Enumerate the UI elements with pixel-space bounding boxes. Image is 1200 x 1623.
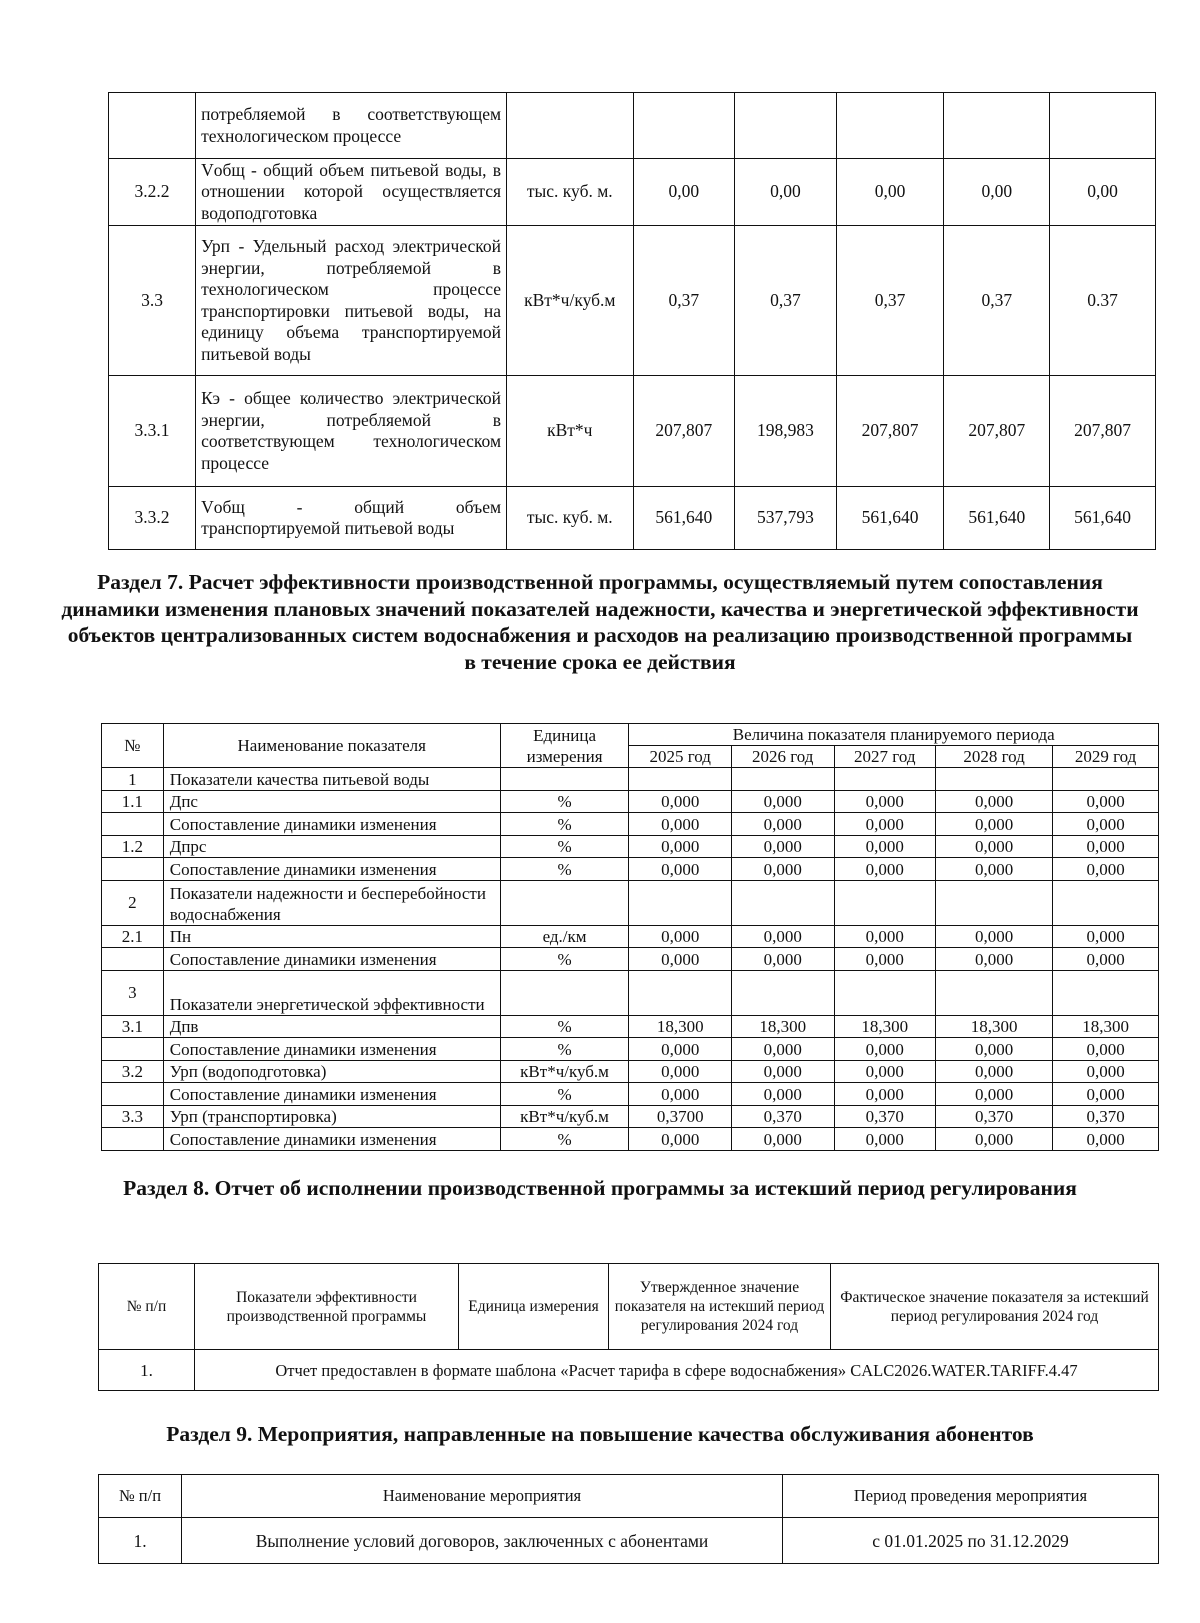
row-num: 3.2 <box>102 1060 164 1083</box>
value-cell <box>936 970 1053 1015</box>
indicator-name: Дпв <box>163 1015 500 1038</box>
value-cell: 0,370 <box>834 1105 936 1128</box>
value-cell: 18,300 <box>1053 1015 1159 1038</box>
row-num: 3.3 <box>109 226 196 376</box>
value-cell <box>936 768 1053 791</box>
year-header: 2027 год <box>834 746 936 768</box>
row-num: 2.1 <box>102 925 164 948</box>
table-row <box>109 487 1156 550</box>
row-num: 3 <box>102 970 164 1015</box>
section-8-table <box>98 1263 1159 1391</box>
value-cell: 561,640 <box>836 487 944 550</box>
table-row <box>102 880 1159 925</box>
table-row <box>102 813 1159 836</box>
unit-cell: % <box>500 1128 629 1151</box>
value-cell: 0,37 <box>944 226 1050 376</box>
unit-cell: ед./км <box>500 925 629 948</box>
table-row <box>102 948 1159 971</box>
value-cell: 0,000 <box>731 1060 834 1083</box>
value-cell: 0,000 <box>731 835 834 858</box>
row-num: 1.1 <box>102 790 164 813</box>
value-cell: 18,300 <box>731 1015 834 1038</box>
value-cell <box>836 93 944 159</box>
unit-cell: % <box>500 1015 629 1038</box>
value-cell: 207,807 <box>836 376 944 487</box>
row-num: 3.3 <box>102 1105 164 1128</box>
value-cell: 198,983 <box>735 376 837 487</box>
value-cell: 0,000 <box>1053 1128 1159 1151</box>
indicator-name: Сопоставление динамики изменения <box>163 813 500 836</box>
value-cell: 0,370 <box>731 1105 834 1128</box>
col-unit-header: Единица измерения <box>459 1264 609 1350</box>
report-note: Отчет предоставлен в формате шаблона «Расчет тарифа в сфере водоснабжения» CALC2026.WATER.TARIFF.4.47 <box>195 1350 1159 1391</box>
value-cell: 0,37 <box>735 226 837 376</box>
row-num: 3.2.2 <box>109 159 196 226</box>
value-cell: 0,000 <box>834 790 936 813</box>
table-row <box>102 1128 1159 1151</box>
value-cell: 0,000 <box>731 858 834 881</box>
value-cell: 0,000 <box>834 925 936 948</box>
value-cell: 0,000 <box>629 1038 732 1061</box>
indicator-name: Пн <box>163 925 500 948</box>
value-cell: 0,000 <box>936 813 1053 836</box>
value-cell: 0,000 <box>629 925 732 948</box>
year-header: 2026 год <box>731 746 834 768</box>
indicator-name: Сопоставление динамики изменения <box>163 1083 500 1106</box>
value-cell <box>731 880 834 925</box>
value-cell: 0,000 <box>834 1083 936 1106</box>
unit-cell: % <box>500 1083 629 1106</box>
value-cell: 0,3700 <box>629 1105 732 1128</box>
unit-cell: тыс. куб. м. <box>507 159 633 226</box>
value-cell <box>944 93 1050 159</box>
table-row <box>109 159 1156 226</box>
value-cell <box>1050 93 1156 159</box>
row-num <box>102 1128 164 1151</box>
table-row <box>102 925 1159 948</box>
value-cell: 0,000 <box>629 835 732 858</box>
table-row <box>109 226 1156 376</box>
indicator-name: Сопоставление динамики изменения <box>163 1128 500 1151</box>
value-cell: 561,640 <box>944 487 1050 550</box>
value-cell <box>834 970 936 1015</box>
table-row <box>102 1083 1159 1106</box>
value-cell: 0,000 <box>731 948 834 971</box>
unit-cell: % <box>500 1038 629 1061</box>
value-cell: 0,000 <box>936 1128 1053 1151</box>
value-cell: 0,000 <box>936 925 1053 948</box>
row-num: 1. <box>99 1350 195 1391</box>
value-cell: 0,37 <box>633 226 735 376</box>
value-cell <box>731 970 834 1015</box>
year-header: 2028 год <box>936 746 1053 768</box>
unit-cell: % <box>500 813 629 836</box>
value-cell: 0,000 <box>629 813 732 836</box>
value-cell: 0,000 <box>834 1060 936 1083</box>
unit-cell: % <box>500 790 629 813</box>
table-row <box>99 1350 1159 1391</box>
indicator-description: Vобщ - общий объем транспортируемой питьевой воды <box>196 487 507 550</box>
indicator-description: Урп - Удельный расход электрической энергии, потребляемой в технологическом процессе транспортировки питьевой воды, на единицу объема транспортируемой питьевой воды <box>196 226 507 376</box>
section-8-heading: Раздел 8. Отчет об исполнении производственной программы за истекший период регулирования <box>123 1176 1077 1200</box>
value-cell: 18,300 <box>629 1015 732 1038</box>
value-cell: 0,000 <box>936 858 1053 881</box>
value-cell: 0,370 <box>1053 1105 1159 1128</box>
col-period-header: Величина показателя планируемого периода <box>629 724 1159 746</box>
value-cell: 0,000 <box>834 1038 936 1061</box>
table-row <box>102 835 1159 858</box>
row-num <box>102 858 164 881</box>
value-cell: 0,000 <box>936 790 1053 813</box>
section-7-table <box>101 723 1159 1151</box>
value-cell: 0,000 <box>731 813 834 836</box>
value-cell: 0,000 <box>936 835 1053 858</box>
col-num-header: № <box>102 724 164 768</box>
unit-cell: кВт*ч/куб.м <box>500 1105 629 1128</box>
value-cell: 0,00 <box>633 159 735 226</box>
value-cell: 0,000 <box>1053 1060 1159 1083</box>
row-num <box>102 1038 164 1061</box>
value-cell: 0,000 <box>1053 858 1159 881</box>
indicator-description: потребляемой в соответствующем технологическом процессе <box>196 93 507 159</box>
value-cell: 0,000 <box>731 925 834 948</box>
value-cell <box>1053 880 1159 925</box>
unit-cell: % <box>500 858 629 881</box>
value-cell: 0,37 <box>836 226 944 376</box>
value-cell: 0,000 <box>936 1083 1053 1106</box>
indicator-name: Сопоставление динамики изменения <box>163 948 500 971</box>
value-cell: 0,000 <box>731 1038 834 1061</box>
value-cell: 0,000 <box>629 1083 732 1106</box>
row-num <box>102 1083 164 1106</box>
value-cell <box>1053 970 1159 1015</box>
section-8-header-row <box>99 1264 1159 1350</box>
value-cell: 0,000 <box>731 1128 834 1151</box>
table-row <box>102 1105 1159 1128</box>
value-cell <box>834 768 936 791</box>
indicator-name: Сопоставление динамики изменения <box>163 1038 500 1061</box>
value-cell: 207,807 <box>633 376 735 487</box>
row-num: 3.3.2 <box>109 487 196 550</box>
value-cell <box>1053 768 1159 791</box>
indicator-name: Показатели качества питьевой воды <box>163 768 500 791</box>
table-row <box>109 376 1156 487</box>
row-num <box>102 813 164 836</box>
table-row <box>102 1015 1159 1038</box>
indicator-description: Кэ - общее количество электрической энергии, потребляемой в соответствующем технологическом процессе <box>196 376 507 487</box>
table-row <box>102 858 1159 881</box>
unit-cell: кВт*ч/куб.м <box>500 1060 629 1083</box>
value-cell: 0,000 <box>731 1083 834 1106</box>
row-num <box>109 93 196 159</box>
value-cell <box>936 880 1053 925</box>
value-cell: 0,00 <box>836 159 944 226</box>
value-cell: 0,370 <box>936 1105 1053 1128</box>
col-num-header: № п/п <box>99 1475 182 1518</box>
value-cell: 561,640 <box>1050 487 1156 550</box>
indicator-name: Показатели надежности и бесперебойности водоснабжения <box>163 880 500 925</box>
value-cell: 0,000 <box>834 1128 936 1151</box>
indicator-name: Урп (водоподготовка) <box>163 1060 500 1083</box>
value-cell: 0,000 <box>834 858 936 881</box>
value-cell: 0,000 <box>1053 1038 1159 1061</box>
table-row <box>99 1518 1159 1564</box>
value-cell: 0,000 <box>629 948 732 971</box>
value-cell: 0,000 <box>629 1060 732 1083</box>
value-cell <box>629 768 732 791</box>
value-cell: 18,300 <box>834 1015 936 1038</box>
col-unit-header: Единица измерения <box>500 724 629 768</box>
value-cell: 0,00 <box>735 159 837 226</box>
col-name-header: Наименование мероприятия <box>182 1475 783 1518</box>
value-cell: 0,000 <box>834 835 936 858</box>
event-period: с 01.01.2025 по 31.12.2029 <box>783 1518 1159 1564</box>
value-cell: 0,000 <box>834 948 936 971</box>
row-num: 1. <box>99 1518 182 1564</box>
col-period-header: Период проведения мероприятия <box>783 1475 1159 1518</box>
col-actual-header: Фактическое значение показателя за истекший период регулирования 2024 год <box>831 1264 1159 1350</box>
indicator-name: Показатели энергетической эффективности <box>163 970 500 1015</box>
unit-cell: кВт*ч/куб.м <box>507 226 633 376</box>
value-cell: 0,00 <box>944 159 1050 226</box>
table-row <box>102 970 1159 1015</box>
value-cell: 0,000 <box>936 1060 1053 1083</box>
value-cell: 537,793 <box>735 487 837 550</box>
unit-cell <box>507 93 633 159</box>
row-num: 3.1 <box>102 1015 164 1038</box>
indicator-name: Сопоставление динамики изменения <box>163 858 500 881</box>
value-cell: 0,000 <box>1053 790 1159 813</box>
value-cell: 0,000 <box>1053 1083 1159 1106</box>
value-cell: 0,000 <box>936 948 1053 971</box>
year-header: 2029 год <box>1053 746 1159 768</box>
row-num: 2 <box>102 880 164 925</box>
value-cell: 561,640 <box>633 487 735 550</box>
table-row <box>102 790 1159 813</box>
event-name: Выполнение условий договоров, заключенных с абонентами <box>182 1518 783 1564</box>
value-cell: 207,807 <box>944 376 1050 487</box>
unit-cell: тыс. куб. м. <box>507 487 633 550</box>
value-cell: 0,000 <box>1053 835 1159 858</box>
unit-cell: кВт*ч <box>507 376 633 487</box>
indicator-name: Дпрс <box>163 835 500 858</box>
value-cell <box>834 880 936 925</box>
value-cell <box>629 880 732 925</box>
unit-cell: % <box>500 835 629 858</box>
value-cell: 0,000 <box>629 790 732 813</box>
row-num: 1 <box>102 768 164 791</box>
unit-cell: % <box>500 948 629 971</box>
table-row <box>109 93 1156 159</box>
row-num <box>102 948 164 971</box>
value-cell <box>633 93 735 159</box>
table-row <box>102 1060 1159 1083</box>
value-cell: 0,000 <box>1053 925 1159 948</box>
value-cell: 0,000 <box>936 1038 1053 1061</box>
col-name-header: Наименование показателя <box>163 724 500 768</box>
row-num: 3.3.1 <box>109 376 196 487</box>
value-cell: 0,000 <box>629 1128 732 1151</box>
unit-cell <box>500 768 629 791</box>
table-row <box>102 768 1159 791</box>
unit-cell <box>500 970 629 1015</box>
indicator-name: Урп (транспортировка) <box>163 1105 500 1128</box>
value-cell: 0,000 <box>834 813 936 836</box>
col-indicators-header: Показатели эффективности производственной программы <box>195 1264 459 1350</box>
col-approved-header: Утвержденное значение показателя на истекший период регулирования 2024 год <box>609 1264 831 1350</box>
value-cell: 207,807 <box>1050 376 1156 487</box>
indicator-name: Дпс <box>163 790 500 813</box>
year-header: 2025 год <box>629 746 732 768</box>
value-cell: 0.37 <box>1050 226 1156 376</box>
value-cell: 18,300 <box>936 1015 1053 1038</box>
unit-cell <box>500 880 629 925</box>
section-9-table <box>98 1474 1159 1564</box>
value-cell: 0,000 <box>629 858 732 881</box>
value-cell: 0,000 <box>731 790 834 813</box>
section-9-header-row <box>99 1475 1159 1518</box>
value-cell <box>735 93 837 159</box>
section-7-heading: Раздел 7. Расчет эффективности производственной программы, осуществляемый путем сопоставления динамики изменения плановых значений показателей надежности, качества и энергетической эффективности объектов централизованных систем водоснабжения и расходов на реализацию производственной программы в течение срока ее действия <box>61 570 1139 674</box>
indicator-description: Vобщ - общий объем питьевой воды, в отношении которой осуществляется водоподготовка <box>196 159 507 226</box>
indicators-continuation-table <box>108 92 1156 550</box>
value-cell: 0,00 <box>1050 159 1156 226</box>
col-num-header: № п/п <box>99 1264 195 1350</box>
section-7-header-row <box>102 724 1159 746</box>
value-cell: 0,000 <box>1053 813 1159 836</box>
row-num: 1.2 <box>102 835 164 858</box>
table-row <box>102 1038 1159 1061</box>
value-cell <box>731 768 834 791</box>
value-cell: 0,000 <box>1053 948 1159 971</box>
value-cell <box>629 970 732 1015</box>
section-9-heading: Раздел 9. Мероприятия, направленные на повышение качества обслуживания абонентов <box>166 1422 1034 1446</box>
